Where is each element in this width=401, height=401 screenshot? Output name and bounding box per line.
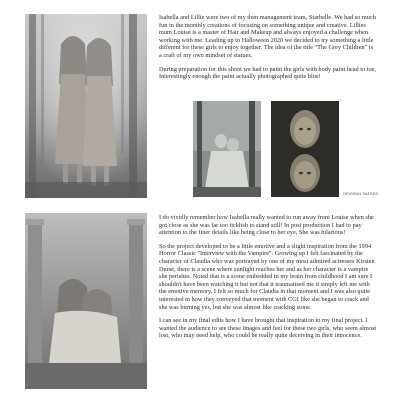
intro-paragraph-2: During preparation for this shoot we had to paint the girls with body paint head to toe, Interestingly enough the paint actually photographed quite blue!: [159, 65, 377, 81]
original-images-caption: ORIGINAL IMAGES: [343, 192, 379, 196]
intro-text: [159, 14, 377, 87]
story-paragraph-3: I can see in my final edits how I have brought that inspiration to my final project. I wanted the audience to see these images and feel for these two girls, who seem almost lost, who may need help, who could be really quite deceiving in their innocence.: [159, 317, 377, 340]
hero-photo-grey-children: [25, 14, 147, 198]
intro-paragraph-1: Isabella and Lillie were two of my then management team, Starbelle. We had so much fun in the monthly creations of focusing on something unique and creative. Lillies mum Louise is a master of Hair and Makeup and always enjoyed a challenge when working with me. Leading up to Halloween 2020 we decided to try something a little different for these girls to enjoy together. The idea of the title "The Grey Children" is a craft of my own mindset of statues.: [159, 14, 376, 59]
story-text: [159, 214, 377, 346]
story-paragraph-2: So the project developed to be a little emotive and a slight inspiration from the 1994 Horror Classic "Interview with the Vampire". Growing up I felt fascinated by the character of Claudia who was portrayed by one of my most admired actresses Kirsten Dunst, there is a scene where sunlight reaches her and as her character is a vampire she perishes. Noted that is a scene embedded in my brain from childhood I am sure I shouldn't have been watching it but not that it traumatised me it simply left me with the emotive memory. I felt so much for Claudia in that moment and I was also quite interested in how they conveyed that moment with CGI like she began to crack and she was burning yes, but she was almost like cracking stone.: [159, 242, 375, 311]
original-image-1: [193, 101, 261, 197]
final-photo-grey-children: [25, 213, 147, 389]
original-image-2: [271, 101, 339, 197]
story-paragraph-1: I do vividly remember how Isabella really wanted to run away from Louise when she got close as she was far too ticklish to stand still! In post production I had to pay attention to the finer details like being close to her eye, She was hilarious!: [159, 214, 374, 237]
